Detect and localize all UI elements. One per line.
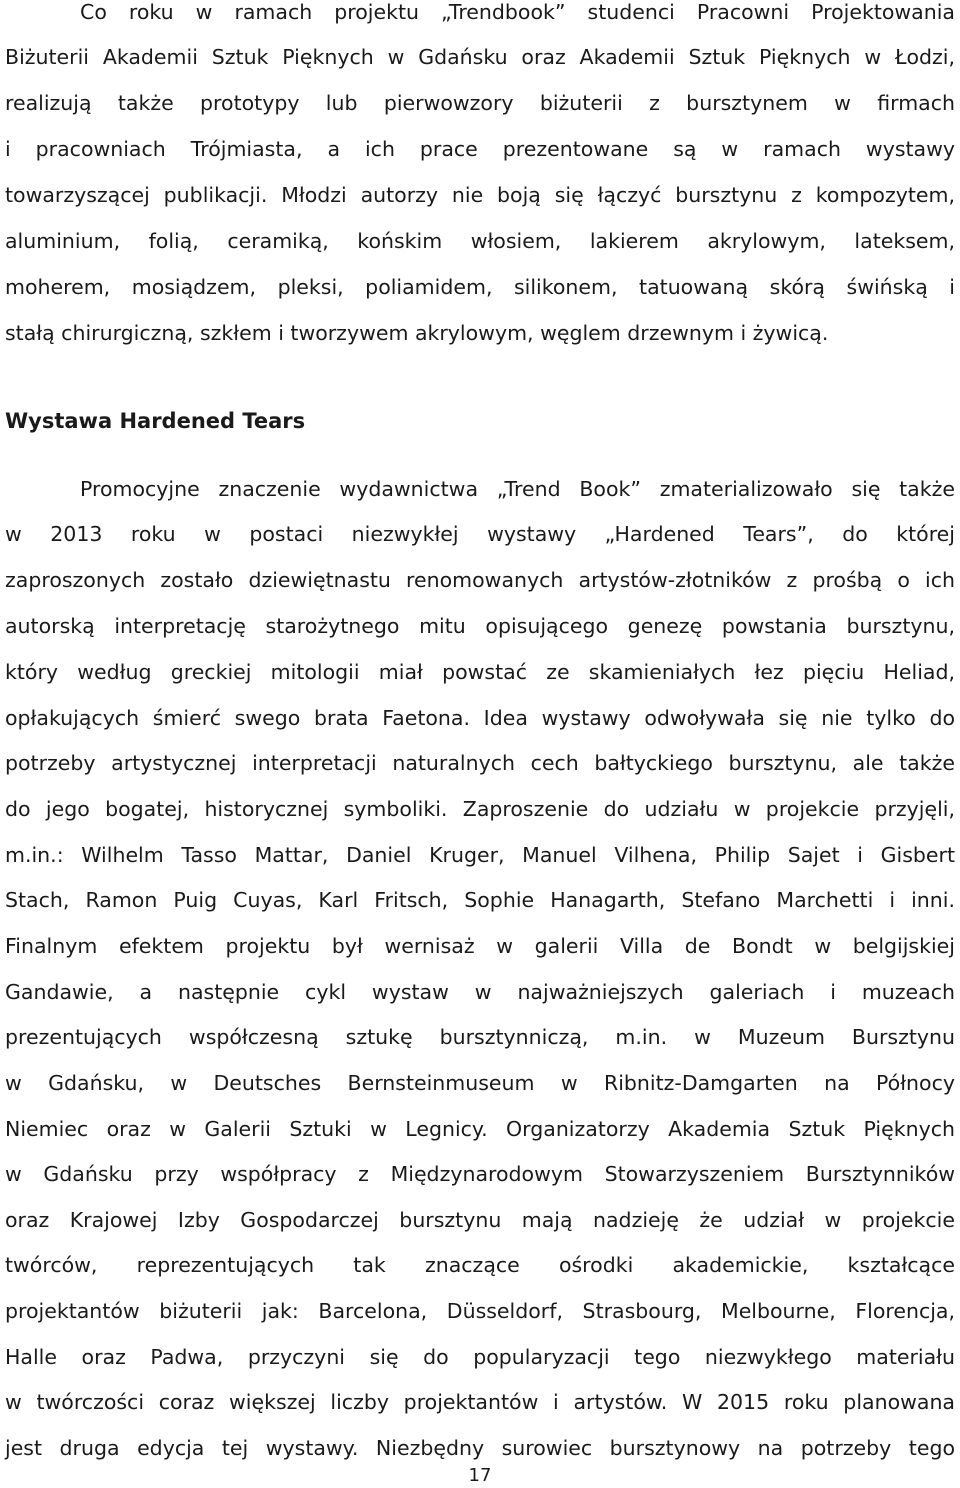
- text-line: który według greckiej mitologii miał powstać ze skamieniałych łez pięciu Heliad,: [5, 660, 955, 684]
- text-line: i pracowniach Trójmiasta, a ich prace prezentowane są w ramach wystawy: [5, 137, 955, 161]
- text-line: aluminium, folią, ceramiką, końskim włosiem, lakierem akrylowym, lateksem,: [5, 229, 955, 253]
- text-line: stałą chirurgiczną, szkłem i tworzywem akrylowym, węglem drzewnym i żywicą.: [5, 321, 829, 345]
- text-line: do jego bogatej, historycznej symboliki. Zaproszenie do udziału w projekcie przyjęli,: [5, 797, 955, 821]
- text-line: Promocyjne znaczenie wydawnictwa „Trend Book” zmaterializowało się także: [80, 477, 955, 501]
- text-line: moherem, mosiądzem, pleksi, poliamidem, silikonem, tatuowaną skórą świńską i: [5, 275, 955, 299]
- text-line: twórców, reprezentujących tak znaczące ośrodki akademickie, kształcące: [5, 1253, 955, 1277]
- text-line: jest druga edycja tej wystawy. Niezbędny surowiec bursztynowy na potrzeby tego: [5, 1436, 955, 1460]
- text-line: w Gdańsku przy współpracy z Międzynarodowym Stowarzyszeniem Bursztynników: [5, 1162, 955, 1186]
- text-line: w Gdańsku, w Deutsches Bernsteinmuseum w Ribnitz-Damgarten na Północy: [5, 1071, 955, 1095]
- text-line: towarzyszącej publikacji. Młodzi autorzy nie boją się łączyć bursztynu z kompozytem,: [5, 183, 955, 207]
- text-line: Halle oraz Padwa, przyczyni się do popularyzacji tego niezwykłego materiału: [5, 1345, 955, 1369]
- text-line: zaproszonych zostało dziewiętnastu renomowanych artystów-złotników z prośbą o ich: [5, 568, 955, 592]
- text-line: oraz Krajowej Izby Gospodarczej bursztynu mają nadzieję że udział w projekcie: [5, 1208, 955, 1232]
- text-line: autorską interpretację starożytnego mitu opisującego genezę powstania bursztynu,: [5, 614, 955, 638]
- text-line: Gandawie, a następnie cykl wystaw w najważniejszych galeriach i muzeach: [5, 980, 955, 1004]
- text-line: realizują także prototypy lub pierwowzory biżuterii z bursztynem w firmach: [5, 91, 955, 115]
- page-number: 17: [468, 1465, 492, 1486]
- text-line: Stach, Ramon Puig Cuyas, Karl Fritsch, Sophie Hanagarth, Stefano Marchetti i inni.: [5, 888, 955, 912]
- text-line: projektantów biżuterii jak: Barcelona, Düsseldorf, Strasbourg, Melbourne, Florencja,: [5, 1299, 955, 1323]
- text-line: Finalnym efektem projektu był wernisaż w galerii Villa de Bondt w belgijskiej: [5, 934, 955, 958]
- section-heading: Wystawa Hardened Tears: [5, 409, 306, 433]
- text-line: potrzeby artystycznej interpretacji naturalnych cech bałtyckiego bursztynu, ale także: [5, 751, 955, 775]
- text-line: prezentujących współczesną sztukę bursztynniczą, m.in. w Muzeum Bursztynu: [5, 1025, 955, 1049]
- text-line: opłakujących śmierć swego brata Faetona. Idea wystawy odwoływała się nie tylko do: [5, 706, 955, 730]
- text-line: m.in.: Wilhelm Tasso Mattar, Daniel Kruger, Manuel Vilhena, Philip Sajet i Gisbert: [5, 843, 955, 867]
- text-line: Co roku w ramach projektu „Trendbook” studenci Pracowni Projektowania: [80, 0, 955, 24]
- text-line: Niemiec oraz w Galerii Sztuki w Legnicy. Organizatorzy Akademia Sztuk Pięknych: [5, 1117, 955, 1141]
- text-line: w 2013 roku w postaci niezwykłej wystawy „Hardened Tears”, do której: [5, 522, 955, 546]
- text-line: Biżuterii Akademii Sztuk Pięknych w Gdańsku oraz Akademii Sztuk Pięknych w Łodzi,: [5, 45, 955, 69]
- text-line: w twórczości coraz większej liczby projektantów i artystów. W 2015 roku planowana: [5, 1390, 955, 1414]
